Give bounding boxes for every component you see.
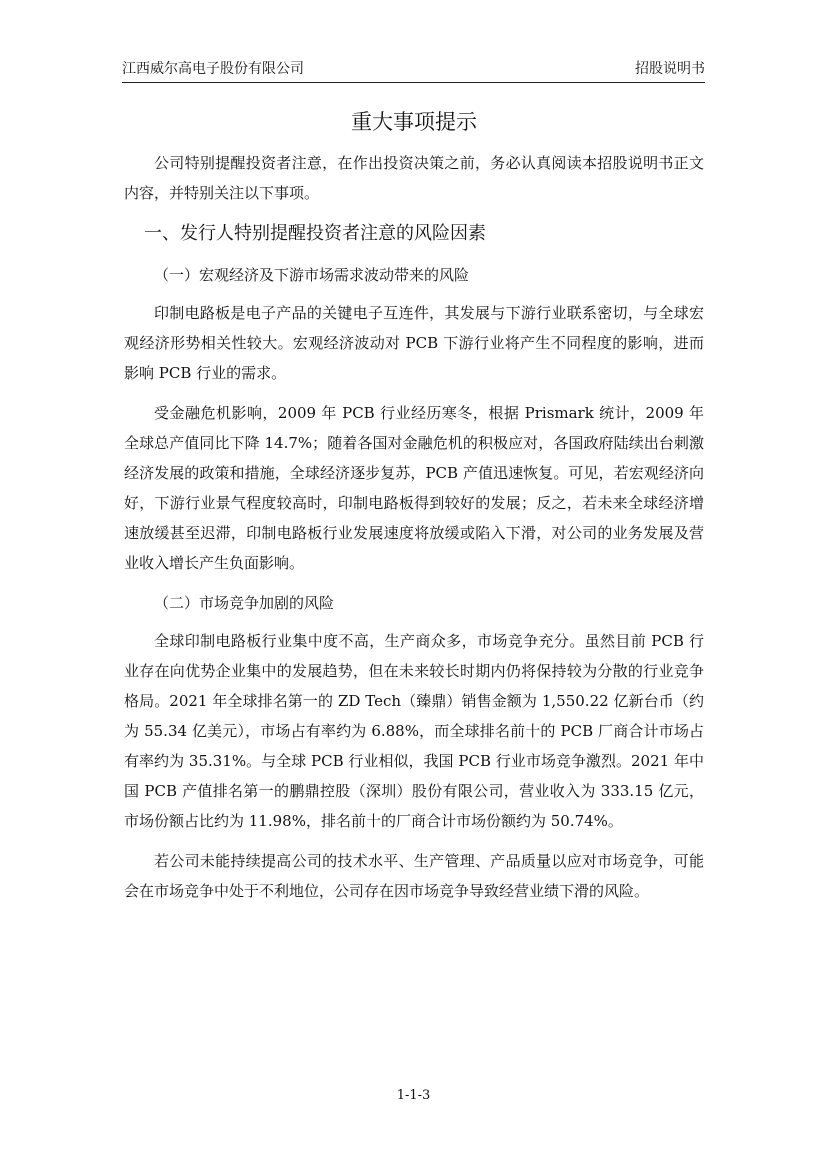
paragraph-macro-1: 印制电路板是电子产品的关键电子互连件，其发展与下游行业联系密切，与全球宏观经济形势相关性较大。宏观经济波动对 PCB 下游行业将产生不同程度的影响，进而影响 PCB 行业的需求。 — [124, 304, 704, 382]
paragraph-competition-1: 全球印制电路板行业集中度不高，生产商众多，市场竞争充分。虽然目前 PCB 行业存在向优势企业集中的发展趋势，但在未来较长时期内仍将保持较为分散的行业竞争格局。2021 年全球排名第一的 ZD Tech（臻鼎）销售金额为 1,550.22 亿新台币（约为 55.34 亿美元），市场占有率约为 6.88%，而全球排名前十的 PCB 厂商合计市场占有率约为 35.31%。与全球 PCB 行业相似，我国 PCB 行业市场竞争激烈。2021 年中国 PCB 产值排名第一的鹏鼎控股（深圳）股份有限公司，营业收入为 333.15 亿元，市场份额占比约为 11.98%，排名前十的厂商合计市场份额约为 50.74%。 — [124, 632, 704, 830]
page-header — [122, 58, 705, 83]
page-content — [124, 104, 704, 916]
page-number: 1-1-3 — [396, 1088, 431, 1103]
subsection-heading-macro-risk: （一）宏观经济及下游市场需求波动带来的风险 — [154, 266, 470, 284]
page-title: 重大事项提示 — [351, 110, 477, 134]
header-company-name: 江西威尔高电子股份有限公司 — [122, 61, 304, 77]
paragraph-macro-2: 受金融危机影响，2009 年 PCB 行业经历寒冬，根据 Prismark 统计，2009 年全球总产值同比下降 14.7%；随着各国对金融危机的积极应对，各国政府陆续出台刺激经济发展的政策和措施，全球经济逐步复苏，PCB 产值迅速恢复。可见，若宏观经济向好，下游行业景气程度较高时，印制电路板得到较好的发展；反之，若未来全球经济增速放缓甚至迟滞，印制电路板行业发展速度将放缓或陷入下滑，对公司的业务发展及营业收入增长产生负面影响。 — [124, 404, 704, 572]
header-document-type: 招股说明书 — [635, 61, 705, 77]
paragraph-competition-2: 若公司未能持续提高公司的技术水平、生产管理、产品质量以应对市场竞争，可能会在市场竞争中处于不利地位，公司存在因市场竞争导致经营业绩下滑的风险。 — [124, 852, 704, 900]
subsection-heading-competition-risk: （二）市场竞争加剧的风险 — [154, 594, 335, 612]
intro-paragraph: 公司特别提醒投资者注意，在作出投资决策之前，务必认真阅读本招股说明书正文内容，并特别关注以下事项。 — [124, 154, 704, 202]
section-heading-risk-factors: 一、发行人特别提醒投资者注意的风险因素 — [144, 223, 486, 244]
